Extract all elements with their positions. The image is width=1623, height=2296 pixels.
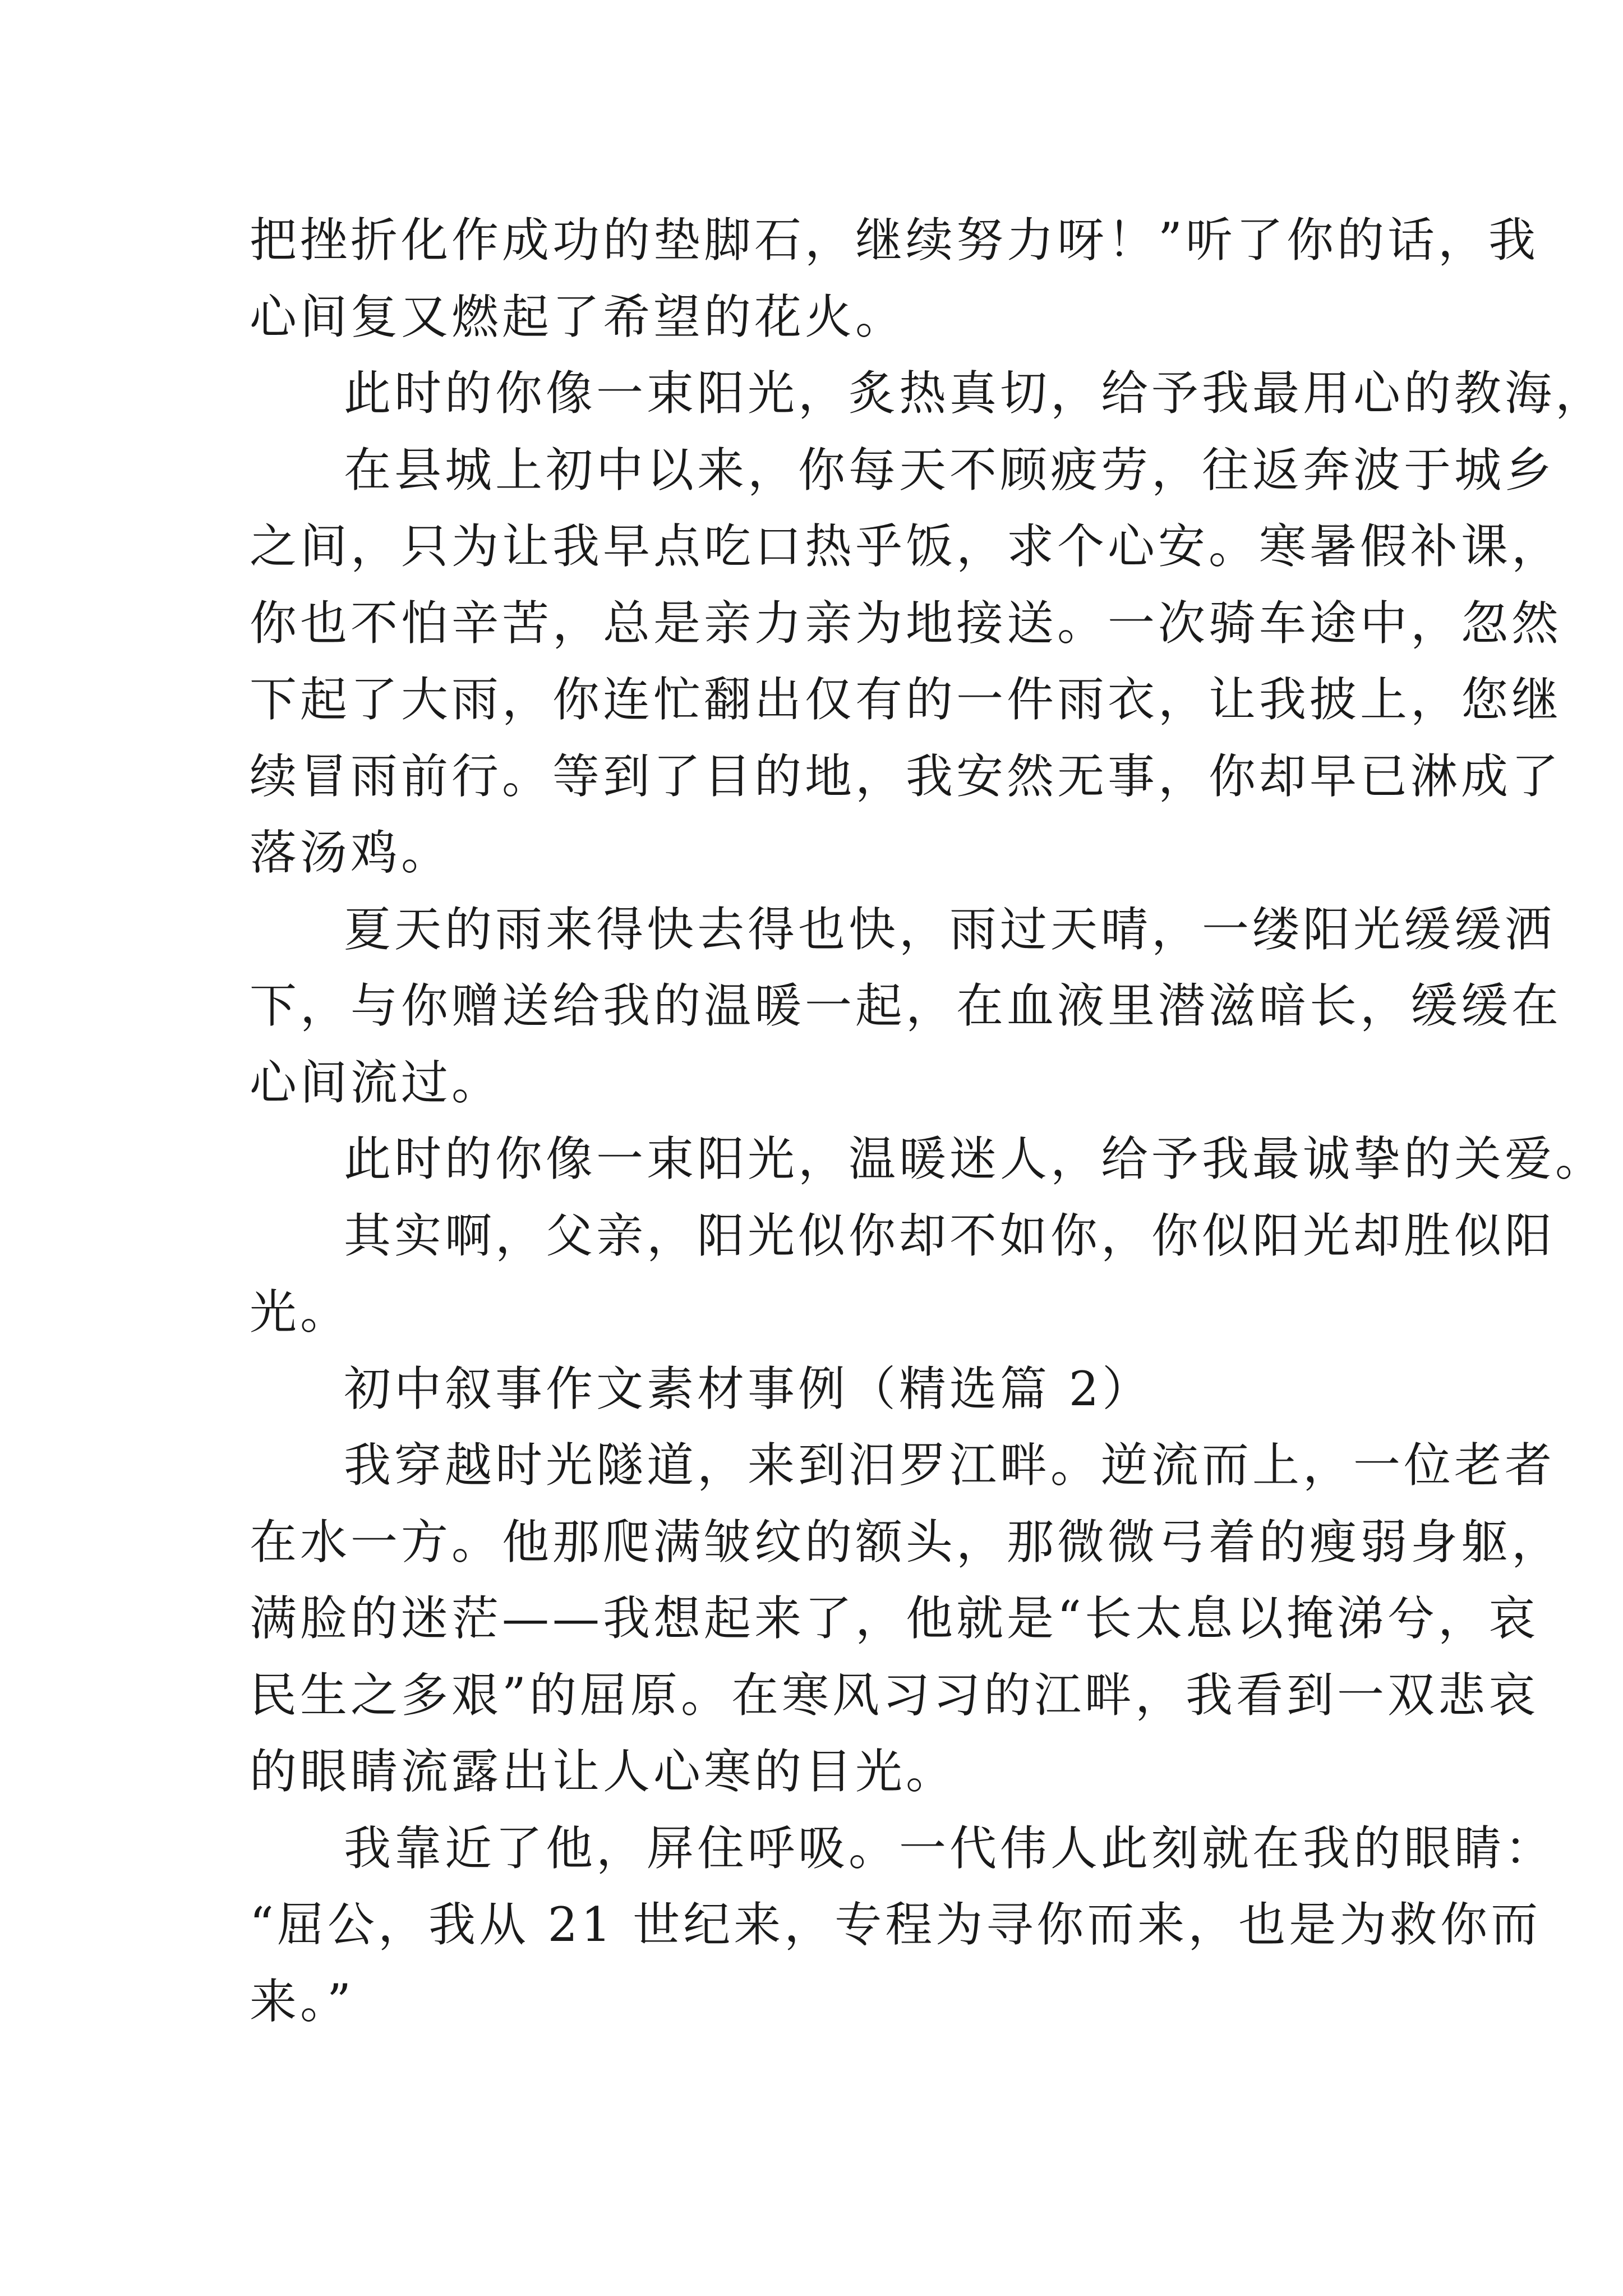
text-line: 来。” xyxy=(250,1973,354,2029)
text-line: 满脸的迷茫——我想起来了，他就是“长太息以掩涕兮，哀 xyxy=(250,1591,1539,1646)
text-line: 心间复又燃起了希望的花火。 xyxy=(250,289,906,344)
text-line: 在县城上初中以来，你每天不顾疲劳，往返奔波于城乡 xyxy=(344,442,1556,498)
text-line: 我靠近了他，屏住呼吸。一代伟人此刻就在我的眼睛： xyxy=(344,1820,1556,1876)
text-line: 下，与你赠送给我的温暖一起，在血液里潜滋暗长，缓缓在 xyxy=(250,978,1562,1033)
text-line: 夏天的雨来得快去得也快，雨过天晴，一缕阳光缓缓洒 xyxy=(344,901,1556,957)
text-line: 光。 xyxy=(250,1285,351,1340)
text-line: 把挫折化作成功的垫脚石，继续努力呀！”听了你的话，我 xyxy=(250,213,1539,268)
text-line: 此时的你像一束阳光，温暖迷人，给予我最诚挚的关爱。 xyxy=(344,1131,1606,1186)
text-line: 续冒雨前行。等到了目的地，我安然无事，你却早已淋成了 xyxy=(250,748,1562,804)
text-line: 此时的你像一束阳光，炙热真切，给予我最用心的教海， xyxy=(344,366,1606,421)
text-line: 的眼睛流露出让人心寒的目光。 xyxy=(250,1744,957,1799)
text-line: 民生之多艰”的屈原。在寒风习习的江畔，我看到一双悲哀 xyxy=(250,1667,1539,1723)
text-line: 其实啊，父亲，阳光似你却不如你，你似阳光却胜似阳 xyxy=(344,1208,1556,1263)
text-line: 下起了大雨，你连忙翻出仅有的一件雨衣，让我披上，您继 xyxy=(250,672,1562,727)
text-line: 心间流过。 xyxy=(250,1055,502,1110)
text-line: 在水一方。他那爬满皱纹的额头，那微微弓着的瘦弱身躯， xyxy=(250,1514,1562,1570)
text-line: 之间，只为让我早点吃口热乎饭，求个心安。寒暑假补课， xyxy=(250,519,1562,574)
text-line: 初中叙事作文素材事例（精选篇 2） xyxy=(344,1361,1153,1416)
text-line: 落汤鸡。 xyxy=(250,825,452,880)
document-body xyxy=(250,202,1606,2040)
text-line: “屈公，我从 21 世纪来，专程为寻你而来，也是为救你而 xyxy=(250,1897,1542,1952)
text-line: 你也不怕辛苦，总是亲力亲为地接送。一次骑车途中，忽然 xyxy=(250,595,1562,651)
text-line: 我穿越时光隧道，来到汨罗江畔。逆流而上，一位老者 xyxy=(344,1438,1556,1493)
